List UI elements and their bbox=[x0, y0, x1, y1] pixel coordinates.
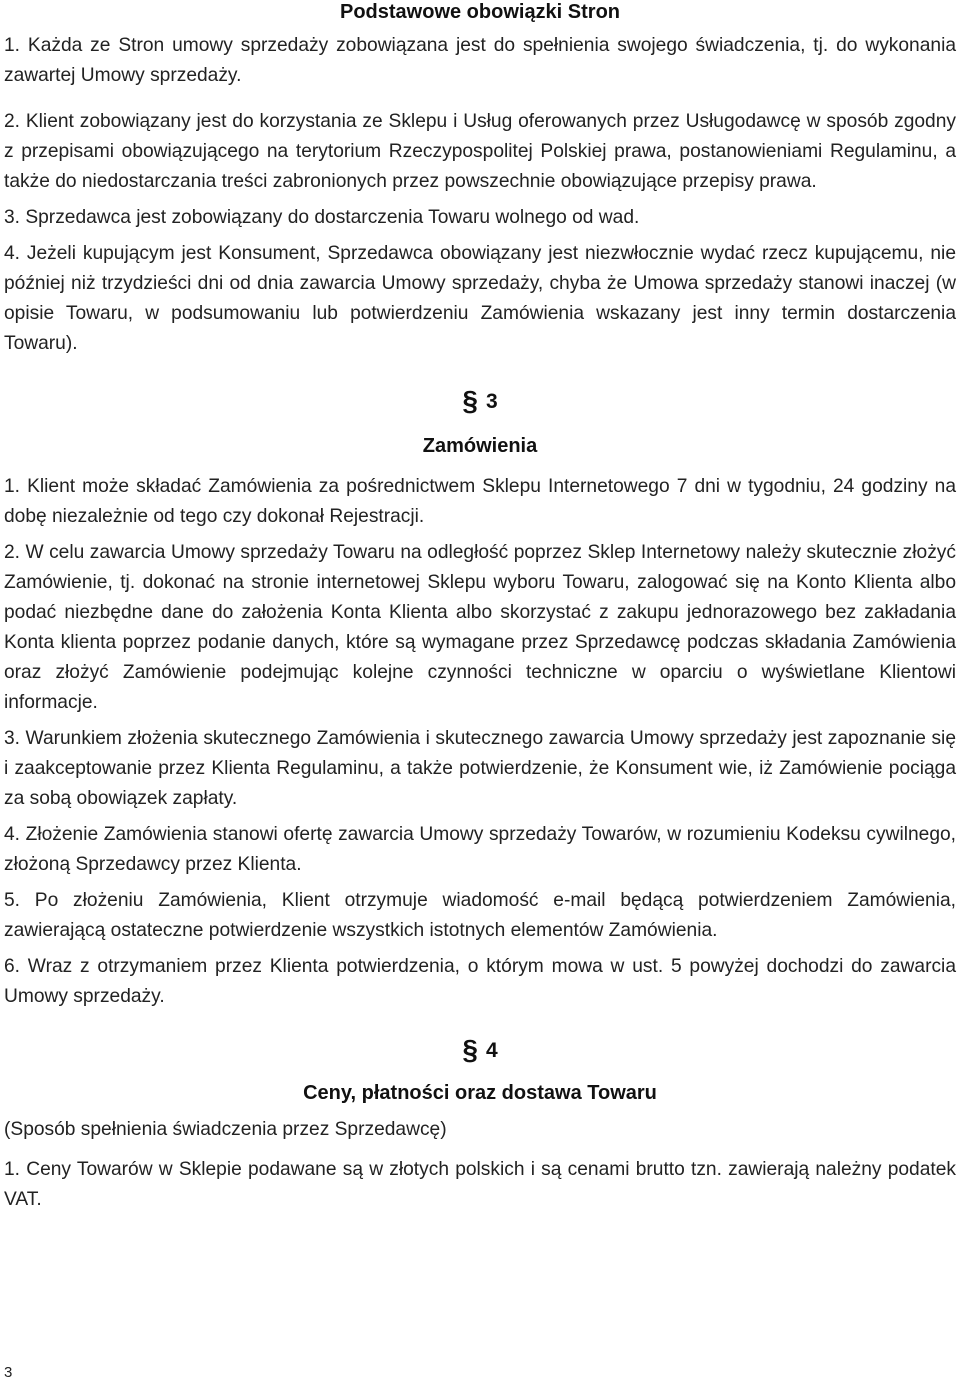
section-4-heading: Ceny, płatności oraz dostawa Towaru bbox=[303, 1082, 657, 1104]
document-page bbox=[4, 0, 956, 1215]
section-4-number-text: 4 bbox=[485, 1039, 498, 1062]
section-3-heading: Zamówienia bbox=[422, 435, 538, 457]
page-number: 3 bbox=[4, 1364, 13, 1381]
paragraph-obligations-3: 3. Sprzedawca jest zobowiązany do dostarczenia Towaru wolnego od wad. bbox=[4, 207, 640, 228]
section-4-number bbox=[4, 1034, 956, 1065]
paragraph-orders-2: 2. W celu zawarcia Umowy sprzedaży Towaru na odległość poprzez Sklep Internetowy należy skutecznie złożyć Zamówienie, tj. dokonać na stronie internetowej Sklepu wyboru Towaru, zalogować się na Konto Klienta albo podać niezbędne dane do założenia Konta Klienta albo skorzystać z zakupu jednorazowego bez zakładania Konta klienta poprzez podanie danych, które są wymagane przez Sprzedawcę podczas składania Zamówienia oraz złożyć Zamówienie podejmując kolejne czynności techniczne w oparciu o wyświetlane Klientowi informacje. bbox=[4, 542, 956, 713]
paragraph-orders-6: 6. Wraz z otrzymaniem przez Klienta potwierdzenia, o którym mowa w ust. 5 powyżej dochodzi do zawarcia Umowy sprzedaży. bbox=[4, 956, 956, 1007]
section-4-subheading: (Sposób spełnienia świadczenia przez Sprzedawcę) bbox=[4, 1119, 447, 1140]
section-3-number-text: 3 bbox=[485, 390, 498, 413]
section-sign-icon: § bbox=[462, 385, 478, 416]
paragraph-orders-1: 1. Klient może składać Zamówienia za pośrednictwem Sklepu Internetowego 7 dni w tygodniu, 24 godziny na dobę niezależnie od tego czy dokonał Rejestracji. bbox=[4, 476, 956, 527]
paragraph-obligations-4: 4. Jeżeli kupującym jest Konsument, Sprzedawca obowiązany jest niezwłocznie wydać rzecz kupującemu, nie później niż trzydzieści dni od dnia zawarcia Umowy sprzedaży, chyba że Umowa sprzedaży stanowi inaczej (w opisie Towaru, w podsumowaniu lub potwierdzeniu Zamówienia wskazany jest inny termin dostarczenia Towaru). bbox=[4, 243, 956, 354]
paragraph-obligations-2: 2. Klient zobowiązany jest do korzystania ze Sklepu i Usług oferowanych przez Usługodawcę w sposób zgodny z przepisami obowiązującego na terytorium Rzeczypospolitej Polskiej prawa, postanowieniami Regulaminu, a także do niedostarczania treści zabronionych przez powszechnie obowiązujące przepisy prawa. bbox=[4, 111, 956, 192]
paragraph-obligations-1: 1. Każda ze Stron umowy sprzedaży zobowiązana jest do spełnienia swojego świadczenia, tj. do wykonania zawartej Umowy sprzedaży. bbox=[4, 35, 956, 86]
paragraph-orders-3: 3. Warunkiem złożenia skutecznego Zamówienia i skutecznego zawarcia Umowy sprzedaży jest zapoznanie się i zaakceptowanie przez Klienta Regulaminu, a także potwierdzenie, że Konsument wie, iż Zamówienie pociąga za sobą obowiązek zapłaty. bbox=[4, 728, 956, 809]
section-3-number bbox=[4, 385, 956, 416]
paragraph-prices-1: 1. Ceny Towarów w Sklepie podawane są w złotych polskich i są cenami brutto tzn. zawierają należny podatek VAT. bbox=[4, 1159, 956, 1210]
section-sign-icon: § bbox=[462, 1034, 478, 1065]
paragraph-orders-5: 5. Po złożeniu Zamówienia, Klient otrzymuje wiadomość e-mail będącą potwierdzeniem Zamówienia, zawierającą ostateczne potwierdzenie wszystkich istotnych elementów Zamówienia. bbox=[4, 890, 956, 941]
section-heading-obligations: Podstawowe obowiązki Stron bbox=[339, 1, 621, 23]
paragraph-orders-4: 4. Złożenie Zamówienia stanowi ofertę zawarcia Umowy sprzedaży Towarów, w rozumieniu Kodeksu cywilnego, złożoną Sprzedawcy przez Klienta. bbox=[4, 824, 956, 875]
